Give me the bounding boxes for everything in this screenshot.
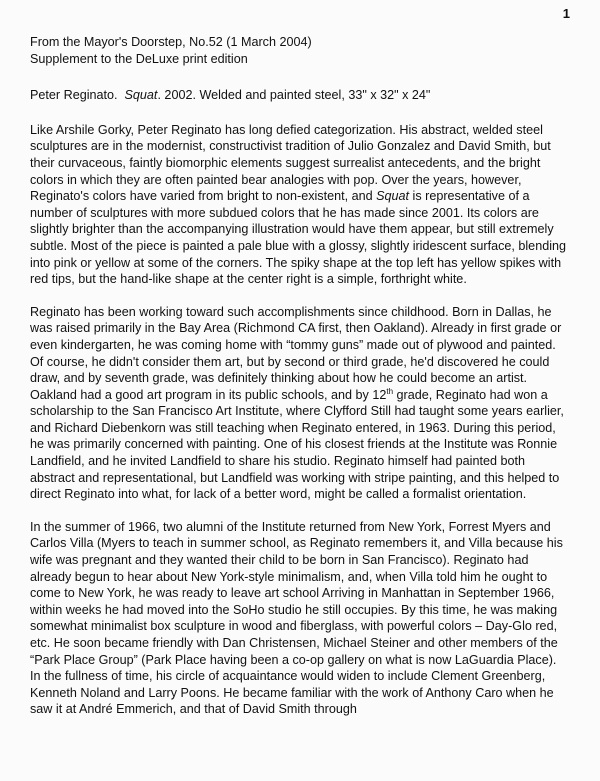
caption-artist: Peter Reginato. (30, 88, 118, 103)
paragraph-2-text-b: grade, Reginato had won a scholarship to the San Francisco Art Institute, where Clyfford Still had taught some years earlier, and Richard Diebenkorn was still teaching when Reginato entered, in 1963. During this period, he was primarily concerned with painting. One of his closest friends at the Institute was Ronnie Landfield, and he invited Landfield to share his studio. Reginato himself had painted both abstract and representational, but Landfield was working with stripe painting, and this helped to direct Reginato into what, for lack of a better word, might be called a formalist orientation. (30, 387, 564, 502)
header-publication-line: From the Mayor's Doorstep, No.52 (1 March 2004) (30, 35, 312, 49)
caption-details: . 2002. Welded and painted steel, 33" x 32" x 24" (157, 88, 431, 103)
paragraph-3-text: In the summer of 1966, two alumni of the Institute returned from New York, Forrest Myers and Carlos Villa (Myers to teach in summer school, as Reginato remembers it, and Villa because his wife was pregnant and they wanted their child to be born in San Francisco). Reginato had already begun to hear about New York-style minimalism, and, when Villa told him he ought to come to New York, he was ready to leave art school Arriving in Manhattan in September 1966, within weeks he had moved into the SoHo studio he still occupies. By this time, he was making somewhat minimalist box sculpture in wood and fiberglass, with powerful colors – Day-Glo red, etc. He soon became friendly with Dan Christensen, Michael Steiner and other members of the “Park Place Group” (Park Place having been a co-op gallery on what is now LaGuardia Place). In the fullness of time, his circle of acquaintance would widen to include Clement Greenberg, Kenneth Noland and Larry Poons. He became familiar with the work of Anthony Caro when he saw it at André Emmerich, and that of David Smith through (30, 519, 563, 717)
paragraph-3 (30, 519, 570, 718)
caption-title: Squat (124, 88, 158, 103)
document-body (30, 34, 570, 718)
paragraph-2 (30, 304, 570, 503)
document-header (30, 34, 570, 67)
paragraph-2-superscript: th (386, 386, 394, 396)
paragraph-2-text-a: Reginato has been working toward such accomplishments since childhood. Born in Dallas, he was raised primarily in the Bay Area (Richmond CA first, then Oakland). Already in first grade or even kindergarten, he was coming home with “tommy guns” made out of plywood and painted. Of course, he didn't consider them art, but by second or third grade, he'd discovered he could draw, and by seventh grade, was definitely thinking about how he could become an artist. Oakland had a good art program in its public schools, and by 12 (30, 304, 562, 402)
artwork-caption (30, 87, 570, 104)
paragraph-1-text-a: Like Arshile Gorky, Peter Reginato has long defied categorization. His abstract, welded steel sculptures are in the modernist, constructivist tradition of Julio Gonzalez and David Smith, but their curvaceous, faintly biomorphic elements suggest surrealist antecedents, and the bright colors in which they are often painted bear analogies with pop. Over the years, however, Reginato's colors have varied from bright to non-existent, and (30, 122, 551, 204)
paragraph-1-title: Squat (376, 189, 410, 204)
header-supplement-line: Supplement to the DeLuxe print edition (30, 51, 248, 66)
page-number: 1 (562, 6, 570, 21)
paragraph-1 (30, 122, 570, 288)
paragraph-1-text-b: is representative of a number of sculptures with more subdued colors that he has made since 2001. Its colors are slightly brighter than the accompanying illustration would have them appear, but still extremely subtle. Most of the piece is painted a pale blue with a glossy, slightly iridescent surface, blending into pink or yellow at some of the corners. The spiky shape at the top left has yellow spikes with red tips, but the hand-like shape at the center right is a simple, forthright white. (30, 189, 567, 287)
